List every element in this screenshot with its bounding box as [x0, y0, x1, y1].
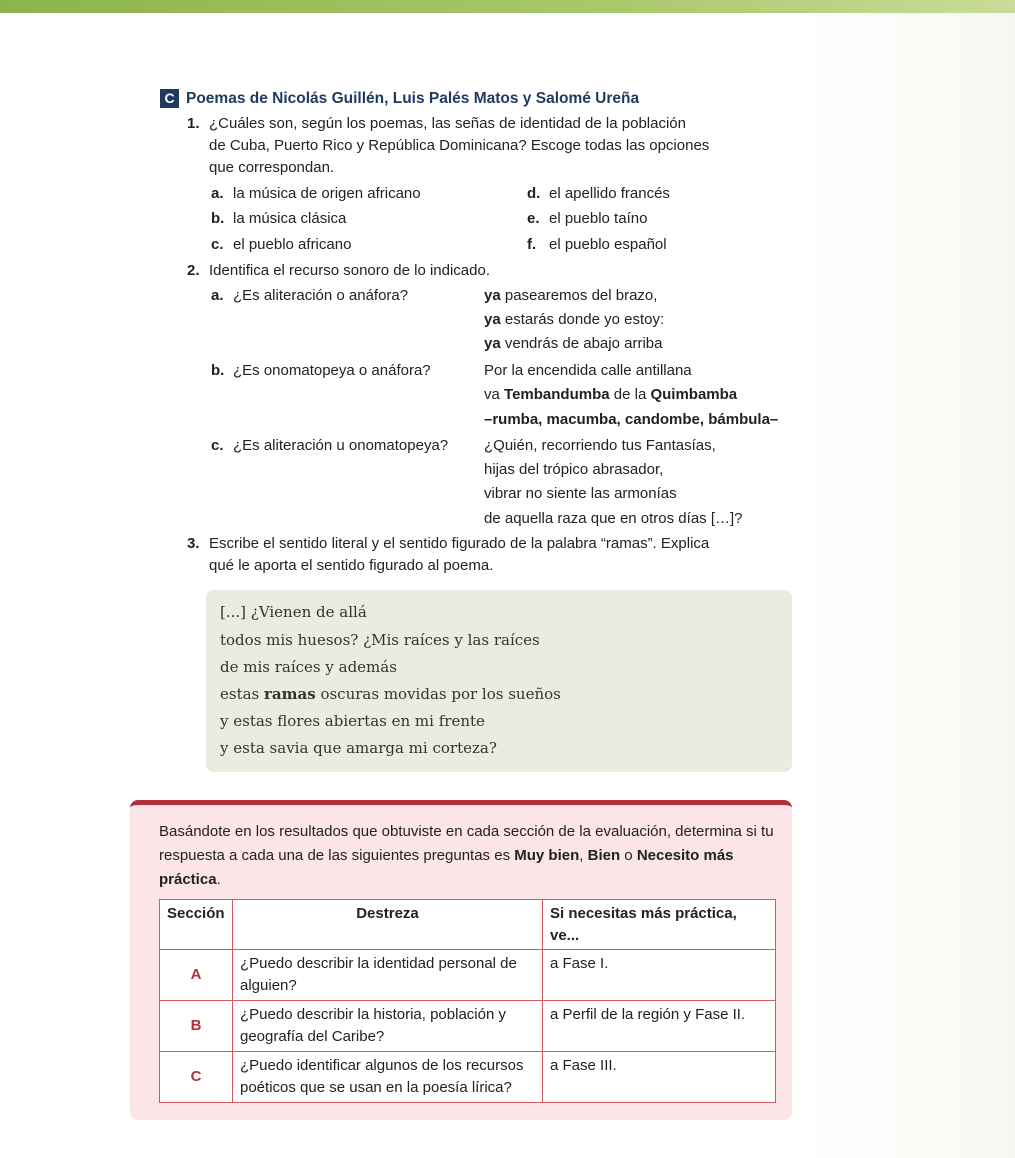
q2b-verse-1: Por la encendida calle antillana	[484, 362, 692, 379]
section-title: Poemas de Nicolás Guillén, Luis Palés Matos y Salomé Ureña	[186, 89, 640, 107]
row-skill: ¿Puedo describir la historia, población y geografía del Caribe?	[233, 1001, 543, 1052]
table-row	[160, 1001, 776, 1052]
q2c-verse-3: vibrar no siente las armonías	[484, 485, 677, 502]
poem-line-3: de mis raíces y además	[220, 658, 397, 676]
option-e-text: el pueblo taíno	[549, 210, 648, 227]
q2a-verse-3: ya vendrás de abajo arriba	[484, 335, 663, 352]
q2b-question: ¿Es onomatopeya o anáfora?	[233, 362, 431, 379]
q2c-verse-4: de aquella raza que en otros días […]?	[484, 510, 743, 527]
option-a-text: la música de origen africano	[233, 185, 421, 202]
table-row	[160, 950, 776, 1001]
question-1-line-1: ¿Cuáles son, según los poemas, las señas de identidad de la población	[209, 115, 686, 132]
table-row	[160, 1052, 776, 1103]
question-2-text: Identifica el recurso sonoro de lo indicado.	[209, 262, 491, 279]
option-e-letter: e.	[527, 210, 540, 227]
option-f-letter: f.	[527, 236, 537, 253]
option-c-text: el pueblo africano	[233, 236, 352, 253]
poem-line-6: y esta savia que amarga mi corteza?	[220, 739, 497, 757]
q2c-question: ¿Es aliteración u onomatopeya?	[233, 437, 449, 454]
question-3-number: 3.	[187, 535, 200, 552]
row-section: B	[160, 1001, 233, 1052]
q2c-verse-1: ¿Quién, recorriendo tus Fantasías,	[484, 437, 716, 454]
q2b-verse-3: –rumba, macumba, candombe, bámbula–	[484, 411, 779, 428]
q2c-verse-2: hijas del trópico abrasador,	[484, 461, 664, 478]
q2b-letter: b.	[211, 362, 225, 379]
q2b-verse-2: va Tembandumba de la Quimbamba	[484, 386, 738, 403]
question-3-line-2: qué le aporta el sentido figurado al poema.	[209, 557, 494, 574]
q2a-letter: a.	[211, 287, 224, 304]
option-b-text: la música clásica	[233, 210, 347, 227]
poem-line-1: [...] ¿Vienen de allá	[220, 603, 367, 621]
page-edge-shade	[805, 13, 1015, 1158]
row-skill: ¿Puedo identificar algunos de los recursos poéticos que se usan en la poesía lírica?	[233, 1052, 543, 1103]
section-heading	[160, 89, 639, 108]
option-d-letter: d.	[527, 185, 541, 202]
section-badge: C	[160, 89, 179, 108]
row-section: C	[160, 1052, 233, 1103]
option-b-letter: b.	[211, 210, 225, 227]
option-d-text: el apellido francés	[549, 185, 670, 202]
poem-line-2: todos mis huesos? ¿Mis raíces y las raíces	[220, 631, 540, 649]
poem-line-5: y estas flores abiertas en mi frente	[220, 712, 485, 730]
poem-line-4: estas ramas oscuras movidas por los sueños	[220, 685, 561, 703]
question-1-line-2: de Cuba, Puerto Rico y República Dominicana? Escoge todas las opciones	[209, 137, 710, 154]
row-skill: ¿Puedo describir la identidad personal de alguien?	[233, 950, 543, 1001]
self-evaluation-table	[159, 899, 776, 1103]
q2c-letter: c.	[211, 437, 224, 454]
option-f-text: el pueblo español	[549, 236, 667, 253]
row-practice: a Fase I.	[543, 950, 776, 1001]
top-accent-bar	[0, 0, 1015, 13]
question-3-line-1: Escribe el sentido literal y el sentido figurado de la palabra “ramas”. Explica	[209, 535, 710, 552]
header-skill: Destreza	[233, 900, 543, 950]
table-header-row	[160, 900, 776, 950]
question-2-number: 2.	[187, 262, 200, 279]
option-c-letter: c.	[211, 236, 224, 253]
option-a-letter: a.	[211, 185, 224, 202]
self-evaluation-instructions: Basándote en los resultados que obtuviste en cada sección de la evaluación, determina si tu respuesta a cada una de las siguientes preguntas es Muy bien, Bien o Necesito más práctica.	[159, 823, 774, 888]
question-1-line-3: que correspondan.	[209, 159, 335, 176]
q2a-question: ¿Es aliteración o anáfora?	[233, 287, 409, 304]
row-section: A	[160, 950, 233, 1001]
question-1-number: 1.	[187, 115, 200, 132]
row-practice: a Fase III.	[543, 1052, 776, 1103]
row-practice: a Perfil de la región y Fase II.	[543, 1001, 776, 1052]
q2a-verse-1: ya pasearemos del brazo,	[484, 287, 658, 304]
header-section: Sección	[160, 900, 233, 950]
header-practice: Si necesitas más práctica, ve...	[543, 900, 776, 950]
q2a-verse-2: ya estarás donde yo estoy:	[484, 311, 665, 328]
